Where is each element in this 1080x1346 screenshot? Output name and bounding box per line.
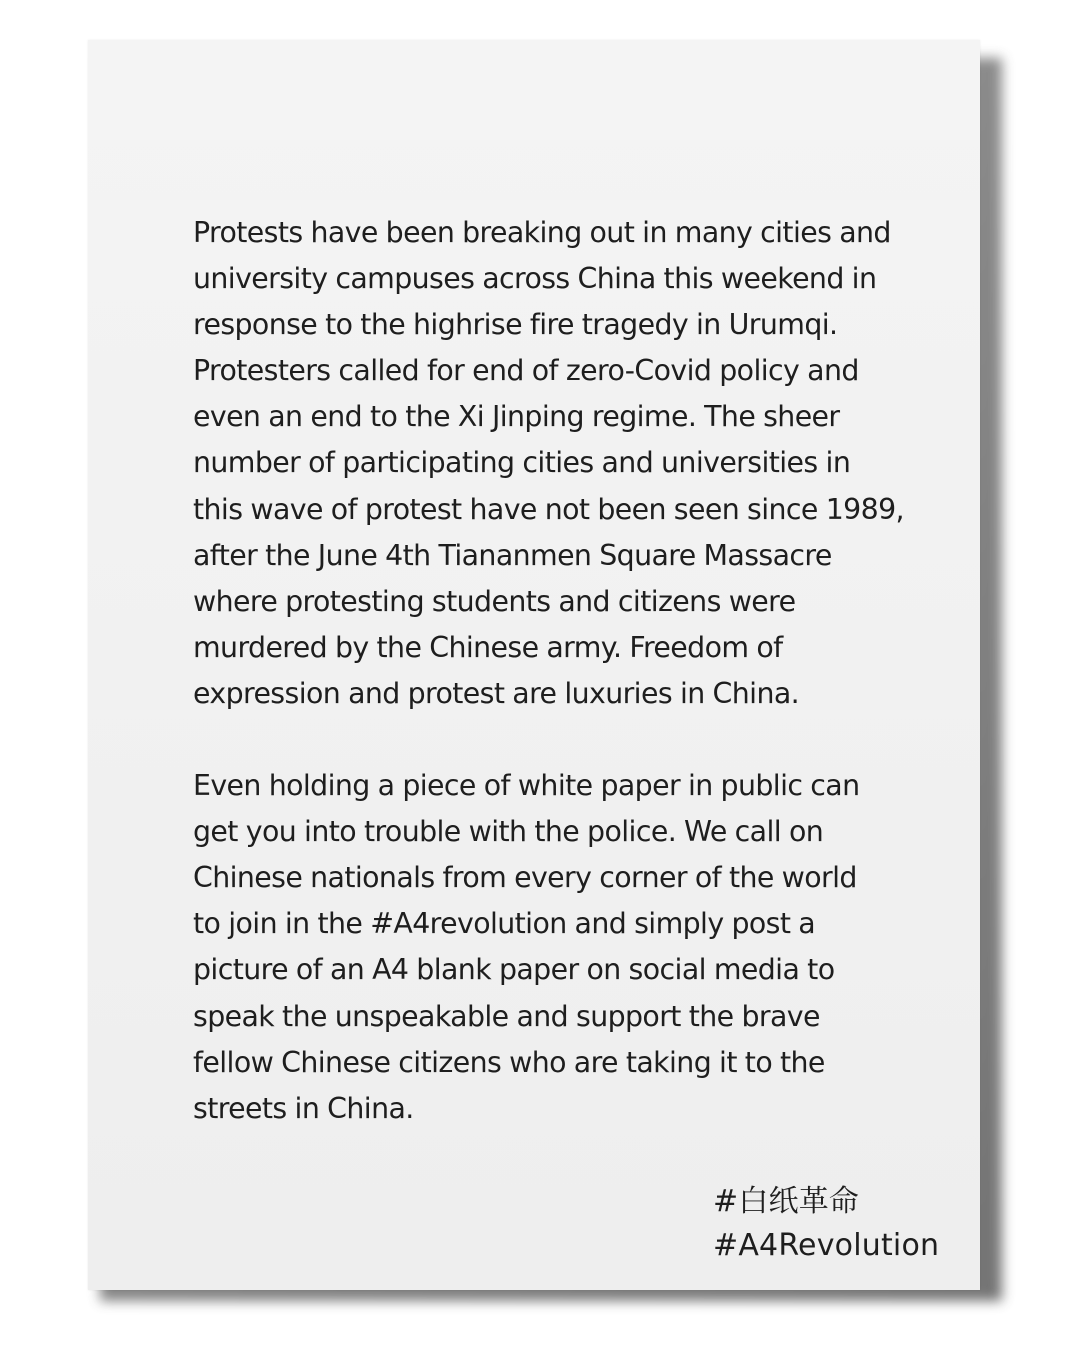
hashtag-chinese: #白纸革命 (713, 1184, 860, 1219)
text-line: to join in the #A4revolution and simply post a (193, 907, 816, 941)
text-line: this wave of protest have not been seen since 1989, (193, 492, 904, 526)
text-line: speak the unspeakable and support the brave (193, 999, 820, 1033)
paragraph-spacer (193, 717, 953, 763)
text-line: expression and protest are luxuries in China. (193, 676, 800, 710)
paper-sheet (88, 40, 980, 1290)
text-line: number of participating cities and universities in (193, 446, 851, 480)
text-line: streets in China. (193, 1091, 414, 1125)
text-line: Protests have been breaking out in many cities and (193, 216, 891, 249)
text-line: after the June 4th Tiananmen Square Massacre (193, 538, 832, 572)
text-line: even an end to the Xi Jinping regime. The sheer (193, 400, 840, 434)
text-line: Chinese nationals from every corner of the world (193, 861, 857, 895)
text-line: fellow Chinese citizens who are taking it to the (193, 1045, 825, 1079)
text-line: get you into trouble with the police. We call on (193, 815, 824, 849)
statement-text (193, 210, 953, 1132)
text-line: murdered by the Chinese army. Freedom of (193, 630, 783, 664)
text-line: picture of an A4 blank paper on social media to (193, 953, 835, 987)
hashtag-block (713, 1180, 963, 1268)
text-line: Even holding a piece of white paper in public can (193, 769, 860, 803)
hashtag-english: #A4Revolution (713, 1228, 940, 1263)
text-line: Protesters called for end of zero-Covid policy and (193, 354, 859, 388)
paragraph-2 (193, 763, 953, 1132)
text-line: response to the highrise fire tragedy in Urumqi. (193, 308, 838, 342)
text-line: university campuses across China this weekend in (193, 262, 877, 296)
text-line: where protesting students and citizens were (193, 584, 796, 618)
paragraph-1 (193, 210, 953, 717)
